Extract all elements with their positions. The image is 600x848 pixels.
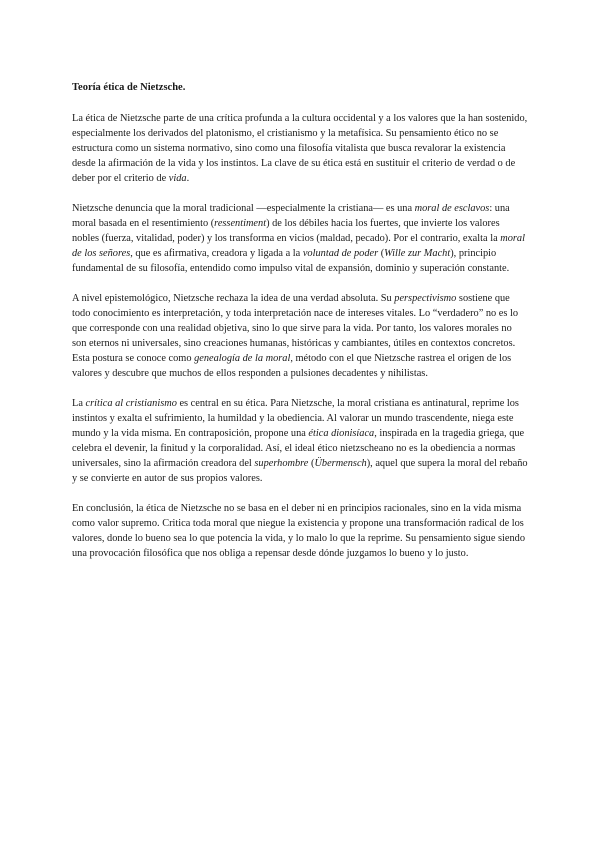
italic-term: ética dionisíaca: [308, 428, 375, 439]
text-run: La ética de Nietzsche parte de una crítica profunda a la cultura occidental y a los valores que la han sostenido, especialmente los derivados del platonismo, el cristianismo y la metafísica. Su pensamiento ético no se estructura como un sistema normativo, sino como una filosofía vitalista que busca revalorar la existencia desde la afirmación de la vida y los instintos. La clave de su ética está en sustituir el criterio de verdad o de deber por el criterio de: [72, 113, 528, 184]
text-run: La: [72, 398, 86, 409]
paragraph: [72, 201, 528, 276]
italic-term: vida: [168, 173, 187, 184]
text-run: ), aquel que supera la moral del rebaño y se convierte en autor de sus propios valores.: [72, 458, 528, 484]
italic-term: moral de esclavos: [414, 203, 490, 214]
italic-term: superhombre: [254, 458, 309, 469]
italic-term: crítica al cristianismo: [85, 398, 177, 409]
text-run: A nivel epistemológico, Nietzsche rechaza la idea de una verdad absoluta. Su: [72, 293, 395, 304]
italic-term: Wille zur Macht: [384, 248, 451, 259]
italic-term: ressentiment: [214, 218, 267, 229]
italic-term: moral de los señores: [72, 233, 525, 259]
italic-term: voluntad de poder: [302, 248, 379, 259]
text-run: , inspirada en la tragedia griega, que celebra el devenir, la finitud y la corporalidad. Así, el ideal ético nietzscheano no es la obediencia a normas universales, sino la afirmación creadora del: [72, 428, 525, 469]
text-run: (: [378, 248, 385, 259]
italic-term: perspectivismo: [394, 293, 457, 304]
document-body: [72, 111, 528, 561]
document-title: Teoría ética de Nietzsche.: [72, 82, 186, 93]
text-run: .: [186, 173, 190, 184]
text-run: (: [308, 458, 315, 469]
text-run: , que es afirmativa, creadora y ligada a la: [130, 248, 303, 259]
text-run: , método con el que Nietzsche rastrea el origen de los valores y descubre que muchos de ellos responden a pulsiones decadentes y nihilistas.: [72, 353, 512, 379]
text-run: ), principio fundamental de su filosofía, entendido como impulso vital de expansión, dominio y superación constante.: [72, 248, 510, 274]
text-run: sostiene que todo conocimiento es interpretación, y toda interpretación nace de intereses vitales. Lo “verdadero” no es lo que corresponde con una realidad objetiva, sino lo que sirve para la vida. Por tanto, los valores morales no son eternos ni universales, sino creaciones humanas, históricas y cambiantes, útiles en contextos concretos. Esta postura se conoce como: [72, 293, 519, 364]
paragraph: [72, 291, 528, 381]
text-run: es central en su ética. Para Nietzsche, la moral cristiana es antinatural, reprime los instintos y exalta el sufrimiento, la humildad y la obediencia. Al valorar un mundo trascendente, niega este mundo y la vida misma. En contraposición, propone una: [72, 398, 519, 439]
paragraph: [72, 396, 528, 486]
text-run: En conclusión, la ética de Nietzsche no se basa en el deber ni en principios racionales, sino en la vida misma como valor supremo. Critica toda moral que niegue la existencia y propone una transformación radical de los valores, donde lo bueno sea lo que potencia la vida, y lo malo lo que la reprime. Su pensamiento sigue siendo una provocación filosófica que nos obliga a repensar desde dónde juzgamos lo bueno y lo justo.: [72, 503, 525, 559]
text-run: ) de los débiles hacia los fuertes, que invierte los valores nobles (fuerza, vitalidad, poder) y los transforma en vicios (maldad, pecado). Por el contrario, exalta la: [72, 218, 501, 244]
italic-term: genealogía de la moral: [194, 353, 291, 364]
text-run: Nietzsche denuncia que la moral tradicional —especialmente la cristiana— es una: [72, 203, 415, 214]
paragraph: [72, 111, 528, 186]
italic-term: Übermensch: [314, 458, 367, 469]
text-run: : una moral basada en el resentimiento (: [72, 203, 510, 229]
paragraph: [72, 501, 528, 561]
